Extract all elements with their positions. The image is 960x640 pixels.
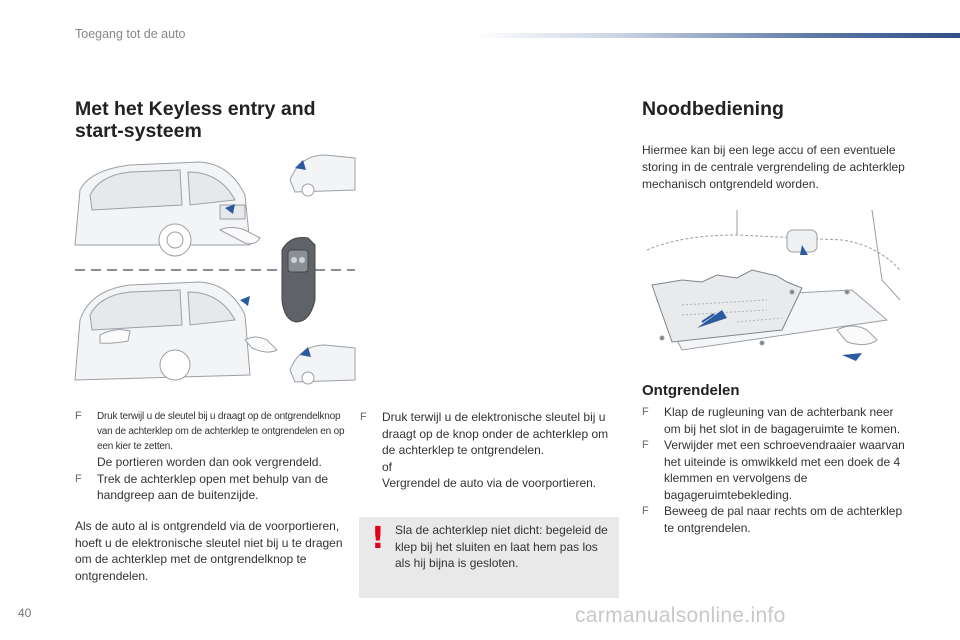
list-item	[360, 409, 620, 492]
middle-steps	[360, 409, 620, 492]
step-or: of	[382, 459, 393, 474]
step-text: Druk terwijl u de sleutel bij u draagt op de ontgrendelknop van de achterklep om de achterklep te ontgrendelen en op een kier te zetten.	[97, 411, 345, 452]
step-text: Druk terwijl u de elektronische sleutel bij u draagt op de knop onder de achterklep om de achterklep te ontgrendelen.	[382, 410, 609, 457]
section-header: Toegang tot de auto	[75, 27, 186, 41]
header-bar	[475, 33, 960, 38]
warning-icon: !	[371, 521, 385, 556]
step-text-2: Vergrendel de auto via de voorportieren.	[382, 476, 597, 490]
trunk-trim-illustration	[642, 210, 904, 370]
list-item	[75, 409, 345, 454]
list-item	[642, 437, 912, 503]
step-text: Verwijder met een schroevendraaier waarvan het uiteinde is omwikkeld met een doek de 4 klemmen en vervolgens de bagageruimtebekleding.	[664, 438, 905, 502]
step-bullet: F	[642, 505, 649, 517]
step-text: Beweeg de pal naar rechts om de achterklep te ontgrendelen.	[664, 504, 903, 535]
page-number: 40	[18, 606, 32, 620]
step-text: Klap de rugleuning van de achterbank neer om bij het slot in de bagageruimte te komen.	[664, 405, 901, 436]
step-bullet: F	[360, 411, 367, 423]
right-steps	[642, 404, 912, 536]
list-item	[75, 471, 345, 504]
warning-box	[359, 517, 619, 598]
step-bullet: F	[75, 472, 82, 485]
left-title: Met het Keyless entry and start-systeem	[75, 98, 316, 142]
right-title: Noodbediening	[642, 98, 784, 120]
warning-text: Sla de achterklep niet dicht: begeleid de klep bij het sluiten en laat hem pas los als hij bijna is gesloten.	[395, 523, 608, 570]
right-intro: Hiermee kan bij een lege accu of een eventuele storing in de centrale vergrendeling de achterklep mechanisch ontgrendeld worden.	[642, 143, 905, 191]
list-item	[642, 404, 912, 437]
list-item	[642, 503, 912, 536]
watermark: carmanualsonline.info	[575, 604, 786, 627]
step-bullet: F	[75, 410, 82, 422]
step-text: De portieren worden dan ook vergrendeld.	[97, 455, 322, 469]
left-paragraph: Als de auto al is ontgrendeld via de voorportieren, hoeft u de elektronische sleutel niet bij u te dragen om de achterklep met de ontgrendelknop te ontgrendelen.	[75, 519, 343, 583]
left-steps	[75, 409, 345, 504]
right-subtitle: Ontgrendelen	[642, 382, 740, 399]
step-bullet: F	[642, 406, 649, 418]
keyless-illustration	[70, 150, 360, 390]
step-bullet: F	[642, 439, 649, 451]
list-item	[75, 454, 345, 471]
step-text: Trek de achterklep open met behulp van de handgreep aan de buitenzijde.	[97, 471, 329, 502]
